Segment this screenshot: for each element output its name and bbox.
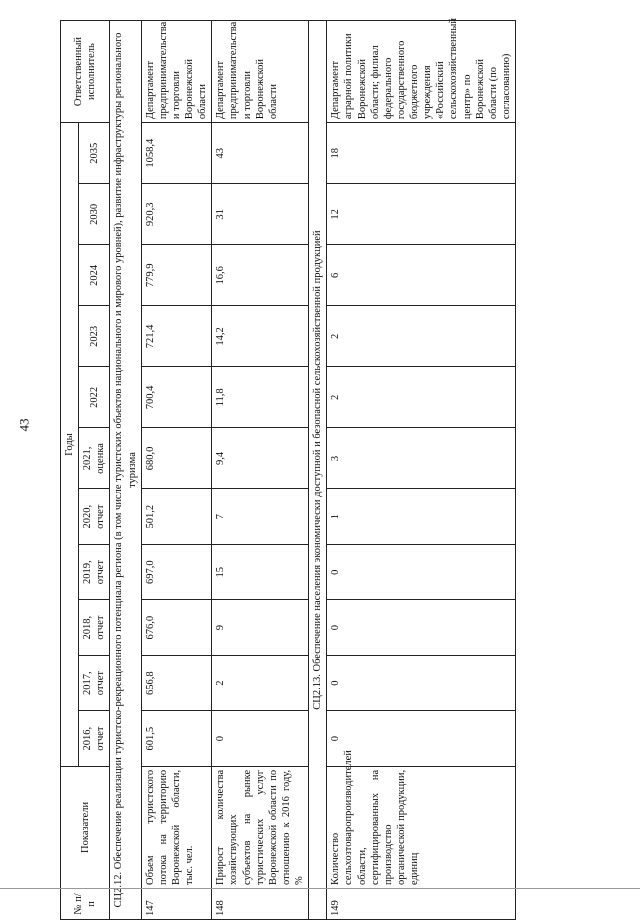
value-cell: 16,6 xyxy=(212,245,309,306)
value-cell: 14,2 xyxy=(212,306,309,367)
value-cell: 15 xyxy=(212,544,309,599)
row-number: 148 xyxy=(212,888,309,919)
value-cell: 601,5 xyxy=(141,711,212,766)
indicator-cell: Объем туристского потока на территорию Воронежской области, тыс. чел. xyxy=(141,766,212,888)
table-row xyxy=(212,21,309,920)
value-cell: 1 xyxy=(327,489,516,544)
table-row xyxy=(141,21,212,920)
year-header: 2019, отчет xyxy=(79,544,110,599)
section-title: СЦ2.12. Обеспечение реализации туристско-рекреационного потенциала региона (в том числе туристских объектов национального и мирового уровней), развитие инфраструктуры регионального туризма xyxy=(110,21,141,920)
value-cell: 680,0 xyxy=(141,428,212,489)
section-title: СЦ2.13. Обеспечение населения экономически доступной и безопасной сельскохозяйственной продукцией xyxy=(309,21,327,920)
executor-cell: Департамент аграрной политики Воронежской области; филиал федерального государственного бюджетного учреждения «Российский сельскохозяйственный центр» по Воронежской области (по согласованию) xyxy=(327,21,516,123)
value-cell: 0 xyxy=(327,711,516,766)
value-cell: 31 xyxy=(212,184,309,245)
value-cell: 779,9 xyxy=(141,245,212,306)
value-cell: 920,3 xyxy=(141,184,212,245)
year-header: 2023 xyxy=(79,306,110,367)
value-cell: 656,8 xyxy=(141,655,212,710)
year-header: 2017, отчет xyxy=(79,655,110,710)
year-header: 2030 xyxy=(79,184,110,245)
year-header: 2022 xyxy=(79,367,110,428)
row-number: 149 xyxy=(327,888,516,919)
value-cell: 0 xyxy=(327,655,516,710)
value-cell: 7 xyxy=(212,489,309,544)
indicators-table xyxy=(60,20,516,920)
page-bottom-rule xyxy=(0,888,640,889)
value-cell: 3 xyxy=(327,428,516,489)
value-cell: 9 xyxy=(212,600,309,655)
rotated-table-area xyxy=(60,18,640,916)
value-cell: 43 xyxy=(212,123,309,184)
value-cell: 697,0 xyxy=(141,544,212,599)
value-cell: 0 xyxy=(212,711,309,766)
indicator-cell: Количество сельхозтоваропроизводителей области, сертифицированных на производство органической продукции, единиц xyxy=(327,766,516,888)
value-cell: 1058,4 xyxy=(141,123,212,184)
executor-cell: Департамент предпринимательства и торговли Воронежской области xyxy=(141,21,212,123)
indicator-cell: Прирост количества хозяйствующих субъектов на рынке туристических услуг Воронежской области по отношению к 2016 году, % xyxy=(212,766,309,888)
header-no: № п/п xyxy=(61,888,110,919)
year-header: 2024 xyxy=(79,245,110,306)
value-cell: 676,0 xyxy=(141,600,212,655)
value-cell: 11,8 xyxy=(212,367,309,428)
value-cell: 2 xyxy=(327,367,516,428)
year-header: 2016, отчет xyxy=(79,711,110,766)
value-cell: 9,4 xyxy=(212,428,309,489)
header-executor: Ответственный исполнитель xyxy=(61,21,110,123)
value-cell: 18 xyxy=(327,123,516,184)
row-number: 147 xyxy=(141,888,212,919)
value-cell: 2 xyxy=(327,306,516,367)
header-indicator: Показатели xyxy=(61,766,110,888)
value-cell: 0 xyxy=(327,544,516,599)
executor-cell: Департамент предпринимательства и торговли Воронежской области xyxy=(212,21,309,123)
value-cell: 721,4 xyxy=(141,306,212,367)
year-header: 2021, оценка xyxy=(79,428,110,489)
value-cell: 501,2 xyxy=(141,489,212,544)
value-cell: 12 xyxy=(327,184,516,245)
value-cell: 0 xyxy=(327,600,516,655)
year-header: 2018, отчет xyxy=(79,600,110,655)
value-cell: 6 xyxy=(327,245,516,306)
value-cell: 700,4 xyxy=(141,367,212,428)
year-header: 2035 xyxy=(79,123,110,184)
page-number: 43 xyxy=(16,418,32,432)
header-years: Годы xyxy=(61,123,79,767)
table-row xyxy=(327,21,516,920)
year-header: 2020, отчет xyxy=(79,489,110,544)
value-cell: 2 xyxy=(212,655,309,710)
